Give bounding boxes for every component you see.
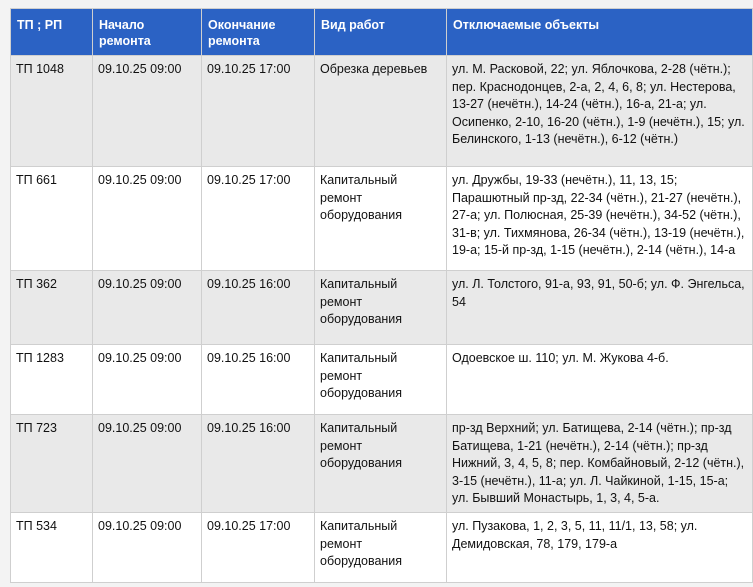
- header-tp: ТП ; РП: [11, 9, 93, 56]
- header-end: Окончание ремонта: [202, 9, 315, 56]
- header-objects: Отключаемые объекты: [447, 9, 753, 56]
- cell-end: 09.10.25 17:00: [202, 167, 315, 271]
- cell-start: 09.10.25 09:00: [93, 513, 202, 583]
- cell-tp: ТП 1048: [11, 56, 93, 167]
- cell-start: 09.10.25 09:00: [93, 415, 202, 513]
- cell-end: 09.10.25 17:00: [202, 513, 315, 583]
- cell-objects: Одоевское ш. 110; ул. М. Жукова 4-б.: [447, 345, 753, 415]
- cell-work-type: Капитальный ремонт оборудования: [315, 167, 447, 271]
- cell-end: 09.10.25 16:00: [202, 415, 315, 513]
- cell-work-type: Капитальный ремонт оборудования: [315, 271, 447, 345]
- cell-start: 09.10.25 09:00: [93, 167, 202, 271]
- table-row: [11, 56, 753, 167]
- cell-start: 09.10.25 09:00: [93, 56, 202, 167]
- cell-work-type: Обрезка деревьев: [315, 56, 447, 167]
- header-work-type: Вид работ: [315, 9, 447, 56]
- cell-tp: ТП 1283: [11, 345, 93, 415]
- table-row: [11, 167, 753, 271]
- cell-tp: ТП 723: [11, 415, 93, 513]
- cell-tp: ТП 661: [11, 167, 93, 271]
- cell-end: 09.10.25 16:00: [202, 271, 315, 345]
- cell-work-type: Капитальный ремонт оборудования: [315, 345, 447, 415]
- cell-work-type: Капитальный ремонт оборудования: [315, 513, 447, 583]
- cell-tp: ТП 362: [11, 271, 93, 345]
- cell-work-type: Капитальный ремонт оборудования: [315, 415, 447, 513]
- header-start: Начало ремонта: [93, 9, 202, 56]
- cell-objects: ул. М. Расковой, 22; ул. Яблочкова, 2-28 (чётн.); пер. Краснодонцев, 2-а, 2, 4, 6, 8; ул. Нестерова, 13-27 (нечётн.), 14-24 (чётн.), 16-а, 21-а; ул. Осипенко, 2-10, 16-20 (чётн.), 1-9 (нечётн.), 15; ул. Белинского, 1-13 (нечётн.), 6-12 (чётн.): [447, 56, 753, 167]
- outage-schedule: [10, 8, 753, 583]
- cell-objects: ул. Л. Толстого, 91-а, 93, 91, 50-б; ул. Ф. Энгельса, 54: [447, 271, 753, 345]
- cell-end: 09.10.25 16:00: [202, 345, 315, 415]
- table-row: [11, 513, 753, 583]
- cell-objects: пр-зд Верхний; ул. Батищева, 2-14 (чётн.); пр-зд Батищева, 1-21 (нечётн.), 2-14 (чётн.); пр-зд Нижний, 3, 4, 5, 8; пер. Комбайновый, 2-12 (чётн.), 3-15 (нечётн.), 11-а; ул. Л. Чайкиной, 1-15, 15-а; ул. Бывший Монастырь, 1, 3, 4, 5-а.: [447, 415, 753, 513]
- table-row: [11, 415, 753, 513]
- cell-start: 09.10.25 09:00: [93, 345, 202, 415]
- table-row: [11, 345, 753, 415]
- cell-tp: ТП 534: [11, 513, 93, 583]
- outage-table: [10, 8, 753, 583]
- table-header-row: [11, 9, 753, 56]
- cell-objects: ул. Пузакова, 1, 2, 3, 5, 11, 11/1, 13, 58; ул. Демидовская, 78, 179, 179-а: [447, 513, 753, 583]
- cell-objects: ул. Дружбы, 19-33 (нечётн.), 11, 13, 15; Парашютный пр-зд, 22-34 (чётн.), 21-27 (нечётн.), 27-а; ул. Полюсная, 25-39 (нечётн.), 34-52 (чётн.), 31-в; ул. Тихмянова, 26-34 (чётн.), 13-19 (нечётн.), 19-а; 15-й пр-зд, 1-15 (нечётн.), 2-14 (чётн.), 14-а: [447, 167, 753, 271]
- cell-end: 09.10.25 17:00: [202, 56, 315, 167]
- table-row: [11, 271, 753, 345]
- cell-start: 09.10.25 09:00: [93, 271, 202, 345]
